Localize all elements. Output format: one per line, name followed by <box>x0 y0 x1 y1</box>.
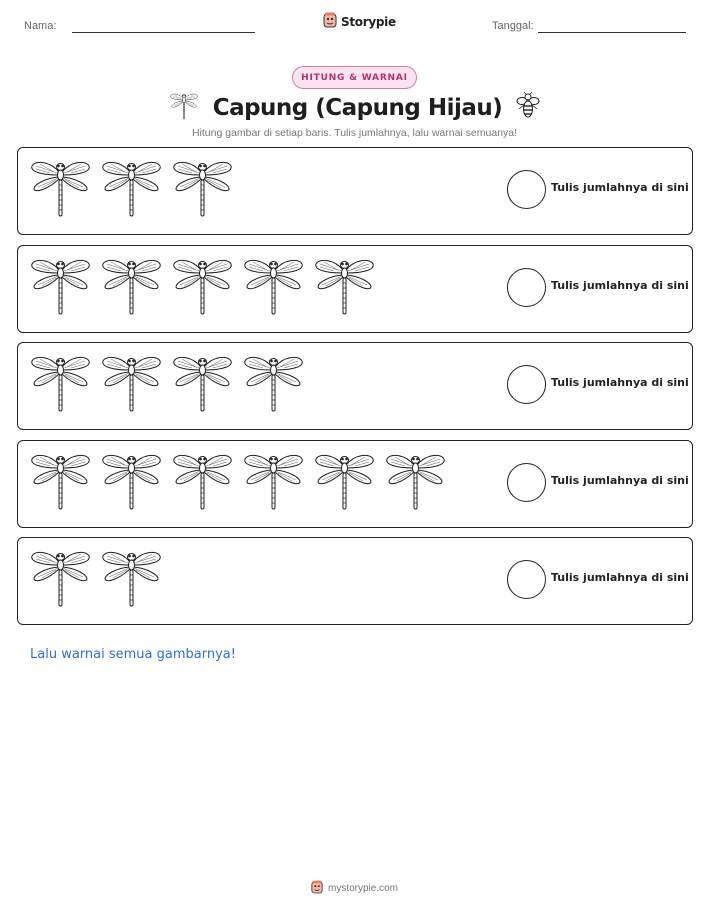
dragonfly-icon <box>30 256 91 316</box>
bee-icon <box>516 92 540 124</box>
title-row <box>0 92 709 124</box>
activity-badge: HITUNG & WARNAI <box>292 66 417 89</box>
count-row-3 <box>17 342 693 430</box>
dragonfly-icon <box>385 451 446 511</box>
row-icons <box>30 548 162 608</box>
date-label: Tanggal: <box>492 20 534 32</box>
count-row-1 <box>17 147 693 235</box>
footer-site: mystorypie.com <box>327 883 398 894</box>
dragonfly-icon <box>30 548 91 608</box>
date-line[interactable] <box>538 32 686 33</box>
dragonfly-icon <box>169 92 199 124</box>
answer-circle[interactable] <box>507 365 546 404</box>
dragonfly-icon <box>30 353 91 413</box>
dragonfly-icon <box>30 451 91 511</box>
storypie-logo-icon <box>311 880 323 897</box>
row-icons <box>30 256 375 316</box>
coloring-note: Lalu warnai semua gambarnya! <box>30 647 236 662</box>
dragonfly-icon <box>172 158 233 218</box>
instructions: Hitung gambar di setiap baris. Tulis jumlahnya, lalu warnai semuanya! <box>191 127 518 139</box>
answer-circle[interactable] <box>507 268 546 307</box>
answer-circle[interactable] <box>507 170 546 209</box>
name-line[interactable] <box>72 32 255 33</box>
dragonfly-icon <box>172 451 233 511</box>
dragonfly-icon <box>314 256 375 316</box>
row-icons <box>30 353 304 413</box>
count-row-4 <box>17 440 693 528</box>
answer-circle[interactable] <box>507 463 546 502</box>
footer-brand <box>0 880 709 897</box>
row-icons <box>30 158 233 218</box>
answer-circle[interactable] <box>507 560 546 599</box>
dragonfly-icon <box>314 451 375 511</box>
answer-hint: Tulis jumlahnya di sini <box>551 376 689 389</box>
storypie-logo-icon <box>323 12 337 32</box>
dragonfly-icon <box>101 353 162 413</box>
name-label: Nama: <box>24 20 57 32</box>
dragonfly-icon <box>243 353 304 413</box>
page-title: Capung (Capung Hijau) <box>212 95 503 121</box>
brand-name: Storypie <box>341 15 396 29</box>
count-row-2 <box>17 245 693 333</box>
answer-hint: Tulis jumlahnya di sini <box>551 181 689 194</box>
count-row-5 <box>17 537 693 625</box>
brand <box>323 12 396 32</box>
dragonfly-icon <box>101 256 162 316</box>
dragonfly-icon <box>30 158 91 218</box>
answer-hint: Tulis jumlahnya di sini <box>551 474 689 487</box>
dragonfly-icon <box>101 158 162 218</box>
row-icons <box>30 451 446 511</box>
dragonfly-icon <box>101 548 162 608</box>
dragonfly-icon <box>172 353 233 413</box>
dragonfly-icon <box>172 256 233 316</box>
dragonfly-icon <box>243 256 304 316</box>
answer-hint: Tulis jumlahnya di sini <box>551 279 689 292</box>
answer-hint: Tulis jumlahnya di sini <box>551 571 689 584</box>
dragonfly-icon <box>101 451 162 511</box>
dragonfly-icon <box>243 451 304 511</box>
